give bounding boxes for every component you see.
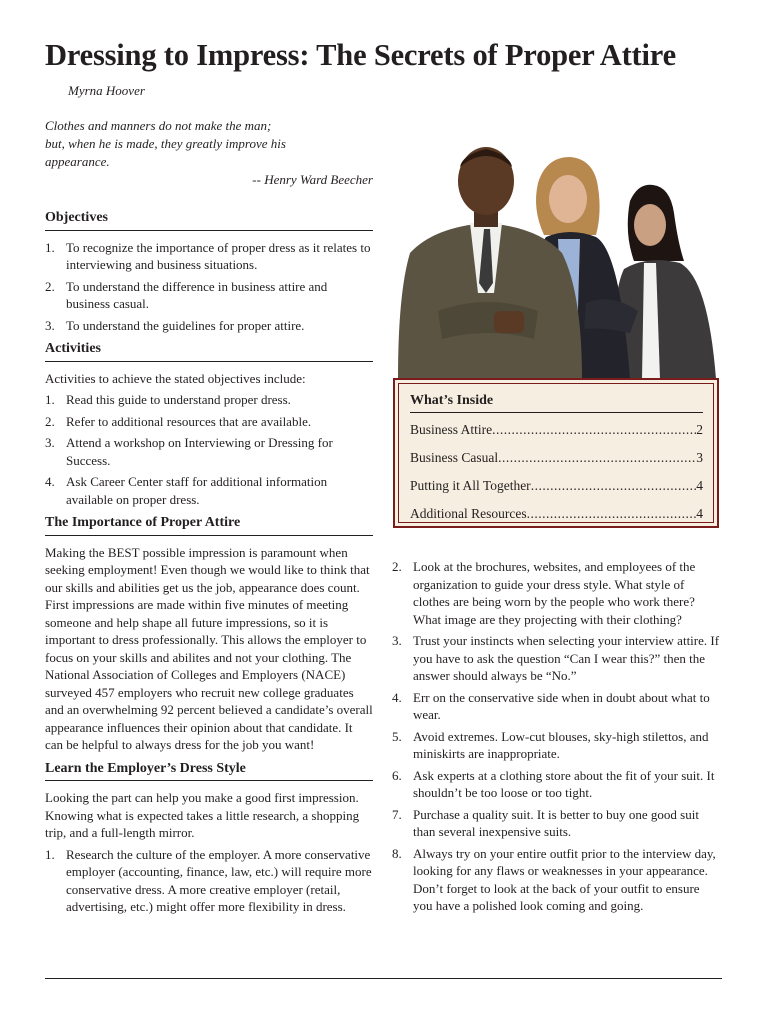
list-item: 1. Read this guide to understand proper dress.: [45, 392, 291, 407]
importance-body: Making the BEST possible impression is paramount when seeking employment! Even though we would like to think that our skills and abilities get us the job, appearance does count. First impressions are made within five minutes of meeting someone and help shape all future impressions, so it is important to dress professionally. This allows the employer to focus on your skills and abilites and not your clothing. The National Association of Colleges and Employers (NACE) surveyed 457 employers who recruit new college graduates and an overwhelming 92 percent believed a candidate’s overall appearance influences their opinion about that candidate. It can be helpful to always dress for the job you want!: [45, 544, 373, 752]
dress-style-heading: Learn the Employer’s Dress Style: [45, 760, 373, 782]
professionals-photo: [398, 143, 723, 379]
list-item: 2. Refer to additional resources that are available.: [45, 413, 312, 429]
author-name: Myrna Hoover: [68, 83, 145, 98]
activities-heading: Activities: [45, 340, 373, 362]
dress-style-intro: Looking the part can help you make a good first impression. Knowing what is expected takes a little research, a shopping trip, and a full-length mirror.: [45, 790, 360, 840]
list-item: 2. Look at the brochures, websites, and employees of the organization to guide your dress style. What style of clothes are being worn by the people who work there? What image are they projecting with their clothing?: [392, 559, 696, 627]
list-item: 4. Ask Career Center staff for additional information available on proper dress.: [45, 474, 328, 507]
list-item: 3. Attend a workshop on Interviewing or Dressing for Success.: [45, 435, 333, 468]
quote-line: but, when he is made, they greatly improve his: [45, 136, 286, 151]
whats-inside-box: [393, 378, 719, 528]
whats-inside-heading: What’s Inside: [410, 393, 703, 413]
epigraph-quote: [45, 117, 375, 189]
quote-line: Clothes and manners do not make the man;: [45, 118, 272, 133]
footer-rule: [45, 978, 722, 979]
left-column: [45, 209, 373, 922]
toc-entry[interactable]: Business Casual ..... 3: [410, 450, 703, 478]
list-item: 5. Avoid extremes. Low-cut blouses, sky-high stilettos, and miniskirts are inappropriate.: [392, 728, 709, 761]
list-item: 3. Trust your instincts when selecting your interview attire. If you have to ask the question “Can I wear this?” then the answer should always be “No.”: [392, 633, 720, 683]
activities-intro: Activities to achieve the stated objectives include:: [45, 370, 306, 386]
page-title: Dressing to Impress: The Secrets of Proper Attire: [45, 38, 676, 72]
list-item: 7. Purchase a quality suit. It is better to buy one good suit than several inexpensive suits.: [392, 806, 699, 839]
importance-section: [45, 514, 373, 754]
objectives-section: [45, 209, 373, 334]
importance-heading: The Importance of Proper Attire: [45, 514, 373, 536]
quote-attribution: -- Henry Ward Beecher: [252, 172, 373, 187]
list-item: 6. Ask experts at a clothing store about the fit of your suit. It shouldn’t be too loose or too tight.: [392, 767, 715, 800]
quote-line: appearance.: [45, 154, 110, 169]
toc-entry[interactable]: Putting it All Together ..... 4: [410, 478, 703, 506]
dress-style-section: [45, 760, 373, 916]
toc-entry[interactable]: Additional Resources ..... 4: [410, 506, 703, 534]
list-item: 1. To recognize the importance of proper dress as it relates to interviewing and business situations.: [45, 239, 371, 272]
toc-entry[interactable]: Business Attire ..... 2: [410, 422, 703, 450]
list-item: 4. Err on the conservative side when in doubt about what to wear.: [392, 689, 710, 722]
list-item: 1. Research the culture of the employer. A more conservative employer (accounting, finance, law, etc.) will require more conservative dress. A more creative employer (retail, advertising, etc.) might offer more flexibility in dress.: [45, 846, 372, 914]
list-item: 2. To understand the difference in business attire and business casual.: [45, 278, 328, 311]
right-column: [392, 558, 722, 919]
objectives-heading: Objectives: [45, 209, 373, 231]
list-item: 3. To understand the guidelines for proper attire.: [45, 317, 305, 333]
activities-section: [45, 340, 373, 508]
list-item: 8. Always try on your entire outfit prior to the interview day, looking for any flaws or weaknesses in your appearance. Don’t forget to look at the back of your outfit to ensure you have a polished look coming and going.: [392, 845, 716, 913]
